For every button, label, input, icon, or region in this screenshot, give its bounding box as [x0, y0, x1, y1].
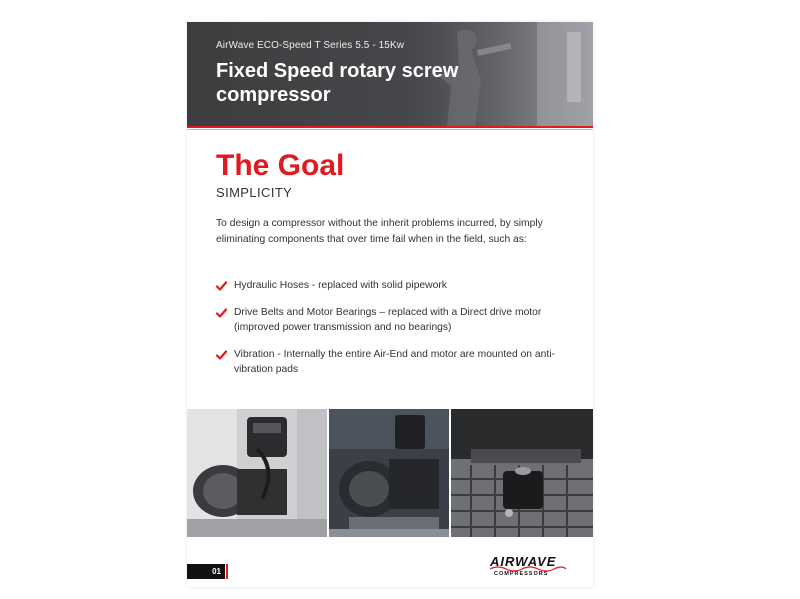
list-item: [216, 305, 576, 336]
list-item-text: Drive Belts and Motor Bearings – replaced with a Direct drive motor (improved power transmission and no bearings): [234, 306, 542, 333]
intro-paragraph: To design a compressor without the inherit problems incurred, by simply eliminating components that over time fail when in the field, such as:: [216, 218, 543, 245]
brochure-page: [187, 22, 593, 587]
check-icon: [216, 281, 227, 291]
page-number: 01: [187, 564, 225, 579]
section-subheading: SIMPLICITY: [216, 185, 293, 200]
check-icon: [216, 350, 227, 360]
airwave-logo: [488, 552, 568, 582]
list-item: [216, 278, 576, 294]
check-icon: [216, 308, 227, 318]
page-title: Fixed Speed rotary screw compressor: [216, 60, 459, 106]
compressor-motor-photo: [187, 409, 327, 537]
section-heading: The Goal: [216, 149, 345, 182]
divider: [187, 129, 593, 130]
photo-strip: [187, 409, 593, 537]
list-item-text: Vibration - Internally the entire Air-End and motor are mounted on anti-vibration pads: [234, 348, 555, 375]
accent-divider: [187, 126, 593, 128]
logo-subtext: COMPRESSORS: [494, 571, 549, 577]
feature-list: [216, 278, 576, 389]
header-subtitle: AirWave ECO-Speed T Series 5.5 - 15Kw: [216, 40, 405, 51]
list-item-text: Hydraulic Hoses - replaced with solid pipework: [234, 280, 447, 291]
logo-wordmark: AIRWAVE: [490, 554, 557, 569]
header-banner: [187, 22, 593, 126]
page-number-accent: [226, 564, 228, 579]
list-item: [216, 347, 576, 378]
compressor-airend-photo: [329, 409, 449, 537]
anti-vibration-pad-photo: [451, 409, 593, 537]
